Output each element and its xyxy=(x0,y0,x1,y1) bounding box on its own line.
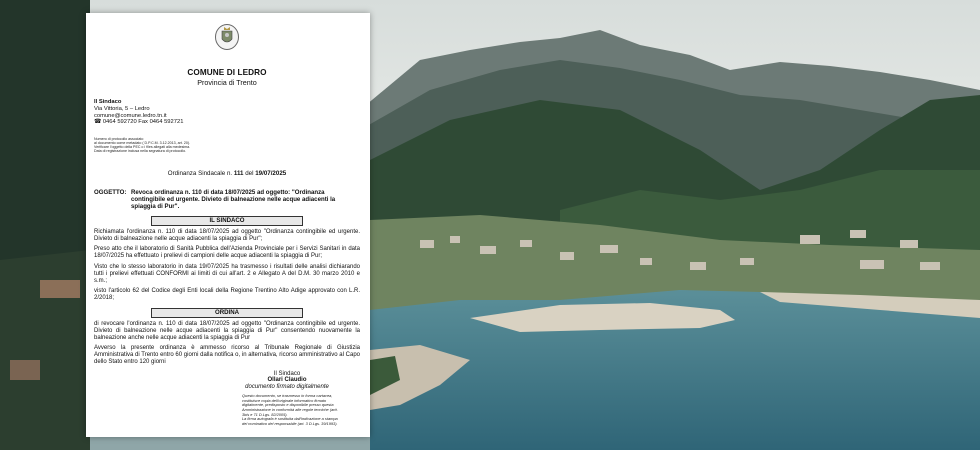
sender-title: Il Sindaco xyxy=(94,99,122,105)
paragraph: Avverso la presente ordinanza è ammesso ricorso al Tribunale Regionale di Giustizia Amministrativa di Trento entro 60 giorni dalla notifica o, in alternativa, ricorso amministrativo al Capo dello Stato entro 120 giorni xyxy=(94,345,360,366)
coat-of-arms-icon xyxy=(214,23,240,51)
paragraph: di revocare l'ordinanza n. 110 di data 18/07/2025 ad oggetto "Ordinanza contingibile ed urgente. Divieto di balneazione nelle acque adiacenti la spiaggia di Pur" consentendo nuovamente la balneazione anche nelle acque adiacenti la spiaggia di Pur xyxy=(94,321,360,342)
sender-phone: ☎ 0464 592720 Fax 0464 592721 xyxy=(94,119,184,126)
province-name: Provincia di Trento xyxy=(197,78,257,87)
protocol-note: Numero di protocollo associato al documento come metadato ( D.P.C.M. 3.12.2013, art. 20). Verificare l'oggetto della PEC o i files allegati alla medesima. Data di registrazione inclusa nella segnatura di protocollo. xyxy=(94,137,191,154)
paragraph: Preso atto che il laboratorio di Sanità Pubblica dell'Azienda Provinciale per i Servizi Sanitari in data 18/07/2025 ha effettuato i prelievi di campioni delle acque adiacenti la spiaggia di Pur; xyxy=(94,246,360,260)
sender-block xyxy=(94,99,360,126)
paragraph: Visto che lo stesso laboratorio in data 19/07/2025 ha trasmesso i risultati delle analisi dichiarando tutti i prelievi effettuati CONFORMI ai limiti di cui all'art. 2 e Allegato A del D.M. 30 marzo 2010 e s.m.; xyxy=(94,263,360,284)
paragraph: visto l'articolo 62 del Codice degli Enti locali della Regione Trentino Alto Adige approvato con L.R. 2/2018; xyxy=(94,287,360,301)
signature-status: documento firmato digitalmente xyxy=(245,384,329,391)
paragraph: Richiamata l'ordinanza n. 110 di data 18/07/2025 ad oggetto "Ordinanza contingibile ed urgente. Divieto di balneazione nelle acque adiacenti la spiaggia di Pur"; xyxy=(94,229,360,243)
subject-label: OGGETTO: xyxy=(94,188,127,196)
ordinance-number: Ordinanza Sindacale n. 111 del 19/07/2025 xyxy=(167,169,287,177)
municipality-name: COMUNE DI LEDRO xyxy=(187,68,267,77)
signature-name: Ollari Claudio xyxy=(267,377,307,384)
signature-role: Il Sindaco xyxy=(273,370,301,377)
subject-text: Revoca ordinanza n. 110 di data 18/07/2025 ad oggetto: "Ordinanza contingibile ed urgente. Divieto di balneazione nelle acque adiacenti la spiaggia di Pur". xyxy=(131,188,336,210)
section-heading-ordina: ORDINA xyxy=(151,308,303,318)
section-heading-sindaco: IL SINDACO xyxy=(151,216,303,226)
digital-signature-note: Questo documento, se trasmesso in forma cartacea, costituisce copia dell'originale informatico firmato digitalmente, predisposto e disponibile presso questa Amministrazione in conformità alle regole tecniche (artt. 3bis e 71 D.Lgs. 82/2005). La firma autografa è sostituita dall'indicazione a stampa del nominativo del responsabile (art. 3 D.Lgs. 39/1993). xyxy=(242,393,338,426)
sender-address: Via Vittoria, 5 – Ledro xyxy=(94,105,150,112)
sender-email: comune@comune.ledro.tn.it xyxy=(94,112,167,119)
ordinance-document xyxy=(86,13,370,437)
subject-line xyxy=(94,189,360,211)
signature-block xyxy=(94,371,360,392)
